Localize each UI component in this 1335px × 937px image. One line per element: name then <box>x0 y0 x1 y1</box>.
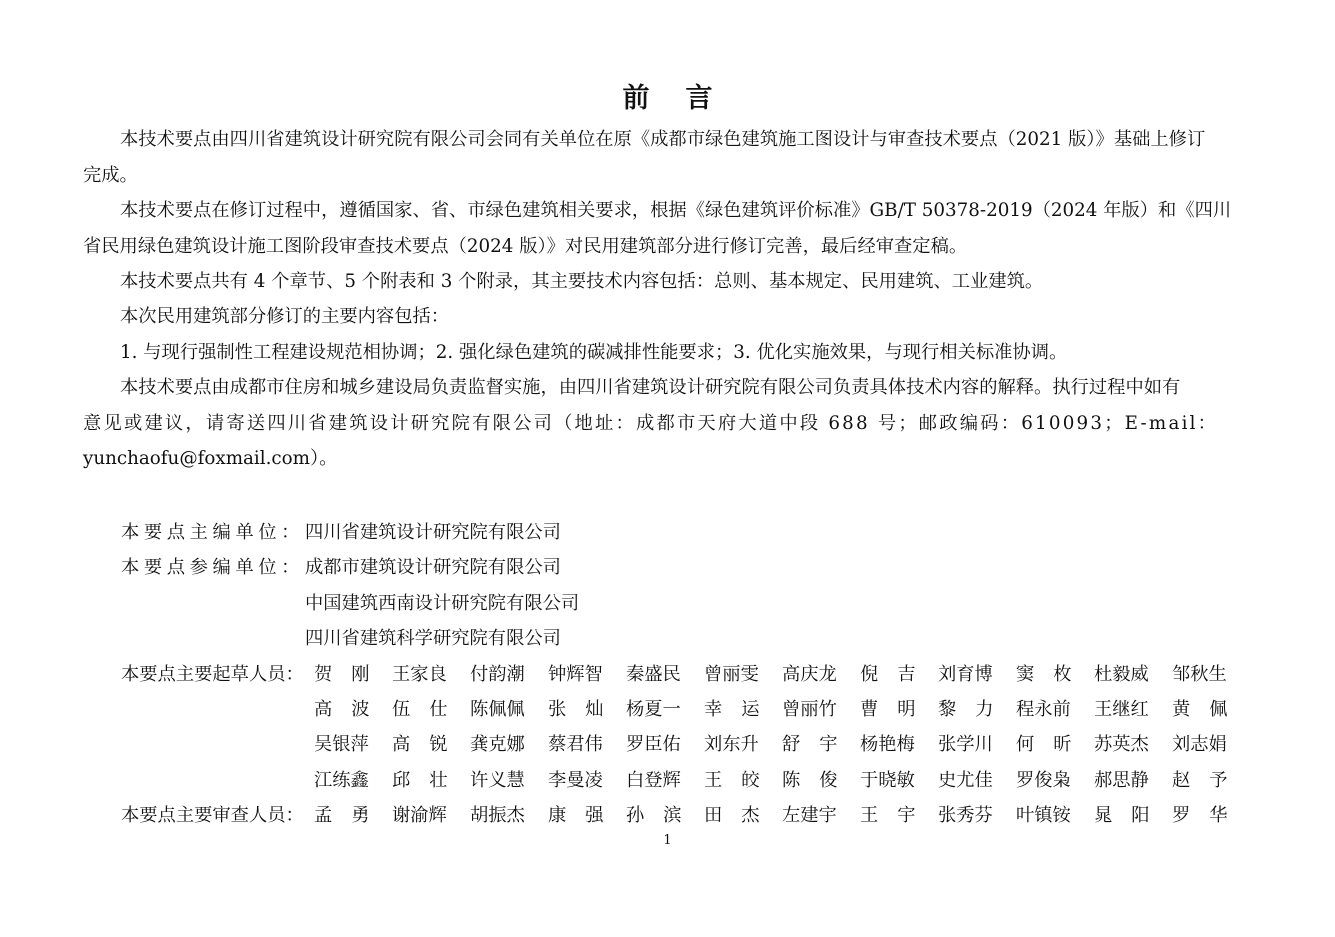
person-name: 胡振杰 <box>470 805 525 826</box>
person-name: 张秀芬 <box>938 805 993 826</box>
person-name: 李曼凌 <box>548 770 603 791</box>
person-name: 罗俊枭 <box>1016 770 1071 791</box>
drafters-row <box>314 766 1250 792</box>
person-name: 陈佩佩 <box>470 699 525 720</box>
person-name: 左建宇 <box>782 805 837 826</box>
paragraph-line: 本技术要点在修订过程中，遵循国家、省、市绿色建筑相关要求，根据《绿色建筑评价标准》GB/T 50378-2019（2024 年版）和《四川 <box>120 200 1232 221</box>
person-name: 曾丽雯 <box>704 664 759 685</box>
paragraph-2 <box>83 193 1256 264</box>
person-name: 高锐 <box>392 734 467 755</box>
paragraph-line: yunchaofu@foxmail.com）。 <box>83 448 338 469</box>
person-name: 蔡君伟 <box>548 734 603 755</box>
person-name: 高庆龙 <box>782 664 837 685</box>
person-name: 刘育博 <box>938 664 993 685</box>
paragraph-line: 省民用绿色建筑设计施工图阶段审查技术要点（2024 版）》对民用建筑部分进行修订完善，最后经审查定稿。 <box>83 235 968 257</box>
person-name: 秦盛民 <box>626 664 681 685</box>
person-name: 谢渝辉 <box>392 805 447 826</box>
paragraph-6 <box>83 370 1256 477</box>
person-name: 曾丽竹 <box>782 699 837 720</box>
person-name: 苏英杰 <box>1094 734 1149 755</box>
page-title: 前言 <box>622 83 749 114</box>
person-name: 倪吉 <box>860 664 935 685</box>
person-name: 高波 <box>314 699 389 720</box>
paragraph-5 <box>83 335 1256 371</box>
person-name: 孙滨 <box>626 805 701 826</box>
person-name: 田杰 <box>704 805 779 826</box>
paragraph-line: 本次民用建筑部分修订的主要内容包括： <box>120 306 450 327</box>
participating-unit: 四川省建筑科学研究院有限公司 <box>305 628 561 649</box>
participating-unit: 成都市建筑设计研究院有限公司 <box>305 557 561 578</box>
page-number: 1 <box>663 833 672 848</box>
paragraph-line: 本技术要点由四川省建筑设计研究院有限公司会同有关单位在原《成都市绿色建筑施工图设计与审查技术要点（2021 版）》基础上修订 <box>120 129 1206 150</box>
person-name: 杨艳梅 <box>860 734 915 755</box>
person-name: 王继红 <box>1094 699 1149 720</box>
person-name: 康强 <box>548 805 623 826</box>
person-name: 王宇 <box>860 805 935 826</box>
person-name: 伍仕 <box>392 699 467 720</box>
person-name: 邱壮 <box>392 770 467 791</box>
person-name: 杨夏一 <box>626 699 681 720</box>
person-name: 刘东升 <box>704 734 759 755</box>
person-name: 晁阳 <box>1094 805 1169 826</box>
person-name: 龚克娜 <box>470 734 525 755</box>
drafters-row <box>314 730 1250 756</box>
paragraph-line: 完成。 <box>83 164 138 186</box>
person-name: 幸运 <box>704 699 779 720</box>
paragraph-4 <box>83 299 1256 335</box>
person-name: 窦枚 <box>1016 664 1091 685</box>
person-name: 邹秋生 <box>1172 664 1227 685</box>
person-name: 钟辉智 <box>548 664 603 685</box>
person-name: 王皎 <box>704 770 779 791</box>
paragraph-line: 意见或建议，请寄送四川省建筑设计研究院有限公司（地址：成都市天府大道中段 688 号；邮政编码：610093；E-mail： <box>83 412 1219 434</box>
person-name: 黄佩 <box>1172 699 1247 720</box>
chief-unit-value: 四川省建筑设计研究院有限公司 <box>305 522 561 543</box>
person-name: 罗华 <box>1172 805 1247 826</box>
person-name: 于晓敏 <box>860 770 915 791</box>
person-name: 叶镇铵 <box>1016 805 1071 826</box>
person-name: 刘志娟 <box>1172 734 1227 755</box>
person-name: 江练鑫 <box>314 770 369 791</box>
person-name: 孟勇 <box>314 805 389 826</box>
person-name: 何昕 <box>1016 734 1091 755</box>
participating-units-label: 本要点参编单位： <box>121 557 305 578</box>
drafters-row <box>314 660 1250 686</box>
paragraph-line: 本技术要点共有 4 个章节、5 个附表和 3 个附录，其主要技术内容包括：总则、基本规定、民用建筑、工业建筑。 <box>120 271 1044 292</box>
person-name: 史尤佳 <box>938 770 993 791</box>
person-name: 杜毅威 <box>1094 664 1149 685</box>
person-name: 张灿 <box>548 699 623 720</box>
person-name: 程永前 <box>1016 699 1071 720</box>
drafters-row <box>314 695 1250 721</box>
reviewers-row <box>314 801 1250 827</box>
person-name: 曹明 <box>860 699 935 720</box>
participating-unit: 中国建筑西南设计研究院有限公司 <box>305 593 580 614</box>
person-name: 吴银萍 <box>314 734 369 755</box>
paragraph-line: 1. 与现行强制性工程建设规范相协调；2. 强化绿色建筑的碳减排性能要求；3. 优化实施效果，与现行相关标准协调。 <box>120 342 1068 363</box>
reviewers-label: 本要点主要审查人员： <box>121 805 304 826</box>
person-name: 黎力 <box>938 699 1013 720</box>
person-name: 郝思静 <box>1094 770 1149 791</box>
person-name: 陈俊 <box>782 770 857 791</box>
person-name: 付韵潮 <box>470 664 525 685</box>
chief-unit-label: 本要点主编单位： <box>121 522 305 543</box>
paragraph-3 <box>83 264 1256 300</box>
person-name: 白登辉 <box>626 770 681 791</box>
paragraph-line: 本技术要点由成都市住房和城乡建设局负责监督实施，由四川省建筑设计研究院有限公司负责具体技术内容的解释。执行过程中如有 <box>120 377 1181 398</box>
person-name: 罗臣佑 <box>626 734 681 755</box>
paragraph-1 <box>83 122 1256 193</box>
person-name: 贺刚 <box>314 664 389 685</box>
person-name: 王家良 <box>392 664 447 685</box>
drafters-label: 本要点主要起草人员： <box>121 664 304 685</box>
person-name: 许义慧 <box>470 770 525 791</box>
person-name: 赵予 <box>1172 770 1247 791</box>
person-name: 舒宇 <box>782 734 857 755</box>
person-name: 张学川 <box>938 734 993 755</box>
